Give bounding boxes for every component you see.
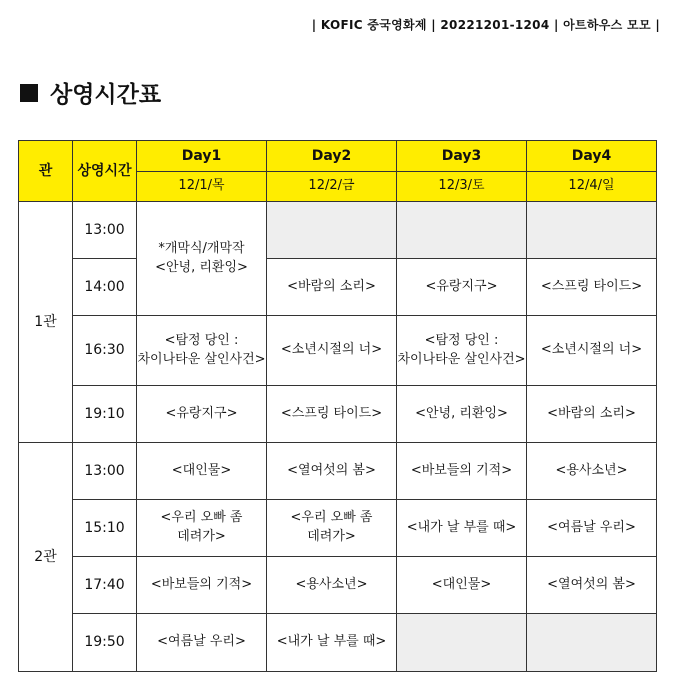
movie-title-line: <우리 오빠 좀 (290, 510, 373, 526)
table-row (19, 614, 657, 672)
screening-cell: <여름날 우리> (527, 500, 657, 557)
day-label: Day3 (397, 141, 527, 172)
screening-cell: <바보들의 기적> (397, 443, 527, 500)
table-row (19, 443, 657, 500)
table-row (19, 316, 657, 386)
screening-cell: <바람의 소리> (267, 259, 397, 316)
movie-title-line: 차이나타운 살인사건> (397, 351, 526, 367)
screening-cell: <내가 날 부를 때> (397, 500, 527, 557)
screening-cell (267, 500, 397, 557)
screening-cell: <스프링 타이드> (267, 386, 397, 443)
movie-title-line: 차이나타운 살인사건> (137, 351, 266, 367)
table-row (19, 557, 657, 614)
black-square-icon (20, 84, 38, 102)
table-row (19, 500, 657, 557)
screening-cell (137, 316, 267, 386)
empty-cell (267, 202, 397, 259)
screening-cell: <유랑지구> (137, 386, 267, 443)
table-row (19, 259, 657, 316)
screening-cell: <스프링 타이드> (527, 259, 657, 316)
screening-cell: <열여섯의 봄> (267, 443, 397, 500)
movie-title: <안녕, 리환잉> (155, 259, 248, 275)
time-cell: 16:30 (73, 316, 137, 386)
screening-cell: <바보들의 기적> (137, 557, 267, 614)
screening-cell: <용사소년> (267, 557, 397, 614)
time-cell: 14:00 (73, 259, 137, 316)
hall-label: 1관 (19, 202, 73, 443)
table-row (19, 202, 657, 259)
movie-title-line: 데려가> (307, 529, 356, 544)
screening-cell: <대인물> (137, 443, 267, 500)
screening-cell: <유랑지구> (397, 259, 527, 316)
event-info-line: | KOFIC 중국영화제 | 20221201-1204 | 아트하우스 모모 | (311, 18, 660, 32)
empty-cell (397, 202, 527, 259)
movie-title-line: <탐정 당인 : (424, 332, 499, 348)
day-date: 12/2/금 (267, 172, 397, 202)
time-cell: 15:10 (73, 500, 137, 557)
movie-title-line: <우리 오빠 좀 (160, 510, 243, 526)
day-label: Day1 (137, 141, 267, 172)
screening-cell: <내가 날 부를 때> (267, 614, 397, 672)
movie-title-line: 데려가> (177, 529, 226, 544)
empty-cell (527, 202, 657, 259)
section-heading (20, 76, 161, 109)
hall-label: 2관 (19, 443, 73, 672)
column-header-time: 상영시간 (73, 141, 137, 202)
day-label: Day4 (527, 141, 657, 172)
empty-cell (397, 614, 527, 672)
table-row (19, 386, 657, 443)
screening-cell: <용사소년> (527, 443, 657, 500)
screening-cell: <안녕, 리환잉> (397, 386, 527, 443)
empty-cell (527, 614, 657, 672)
time-cell: 13:00 (73, 443, 137, 500)
time-cell: 19:50 (73, 614, 137, 672)
screening-schedule-table (18, 140, 657, 672)
screening-cell: <바람의 소리> (527, 386, 657, 443)
time-cell: 13:00 (73, 202, 137, 259)
screening-cell: <여름날 우리> (137, 614, 267, 672)
screening-cell (137, 500, 267, 557)
day-label: Day2 (267, 141, 397, 172)
day-date: 12/3/토 (397, 172, 527, 202)
screening-cell: <소년시절의 너> (267, 316, 397, 386)
time-cell: 19:10 (73, 386, 137, 443)
day-date: 12/1/목 (137, 172, 267, 202)
screening-cell: <대인물> (397, 557, 527, 614)
screening-cell: <소년시절의 너> (527, 316, 657, 386)
screening-cell-opening (137, 202, 267, 316)
opening-ceremony-label: *개막식/개막작 (158, 240, 245, 256)
movie-title-line: <탐정 당인 : (164, 332, 239, 348)
header-row-days (19, 141, 657, 172)
day-date: 12/4/일 (527, 172, 657, 202)
page-title: 상영시간표 (50, 82, 162, 108)
time-cell: 17:40 (73, 557, 137, 614)
screening-cell: <열여섯의 봄> (527, 557, 657, 614)
column-header-hall: 관 (19, 141, 73, 202)
screening-cell (397, 316, 527, 386)
